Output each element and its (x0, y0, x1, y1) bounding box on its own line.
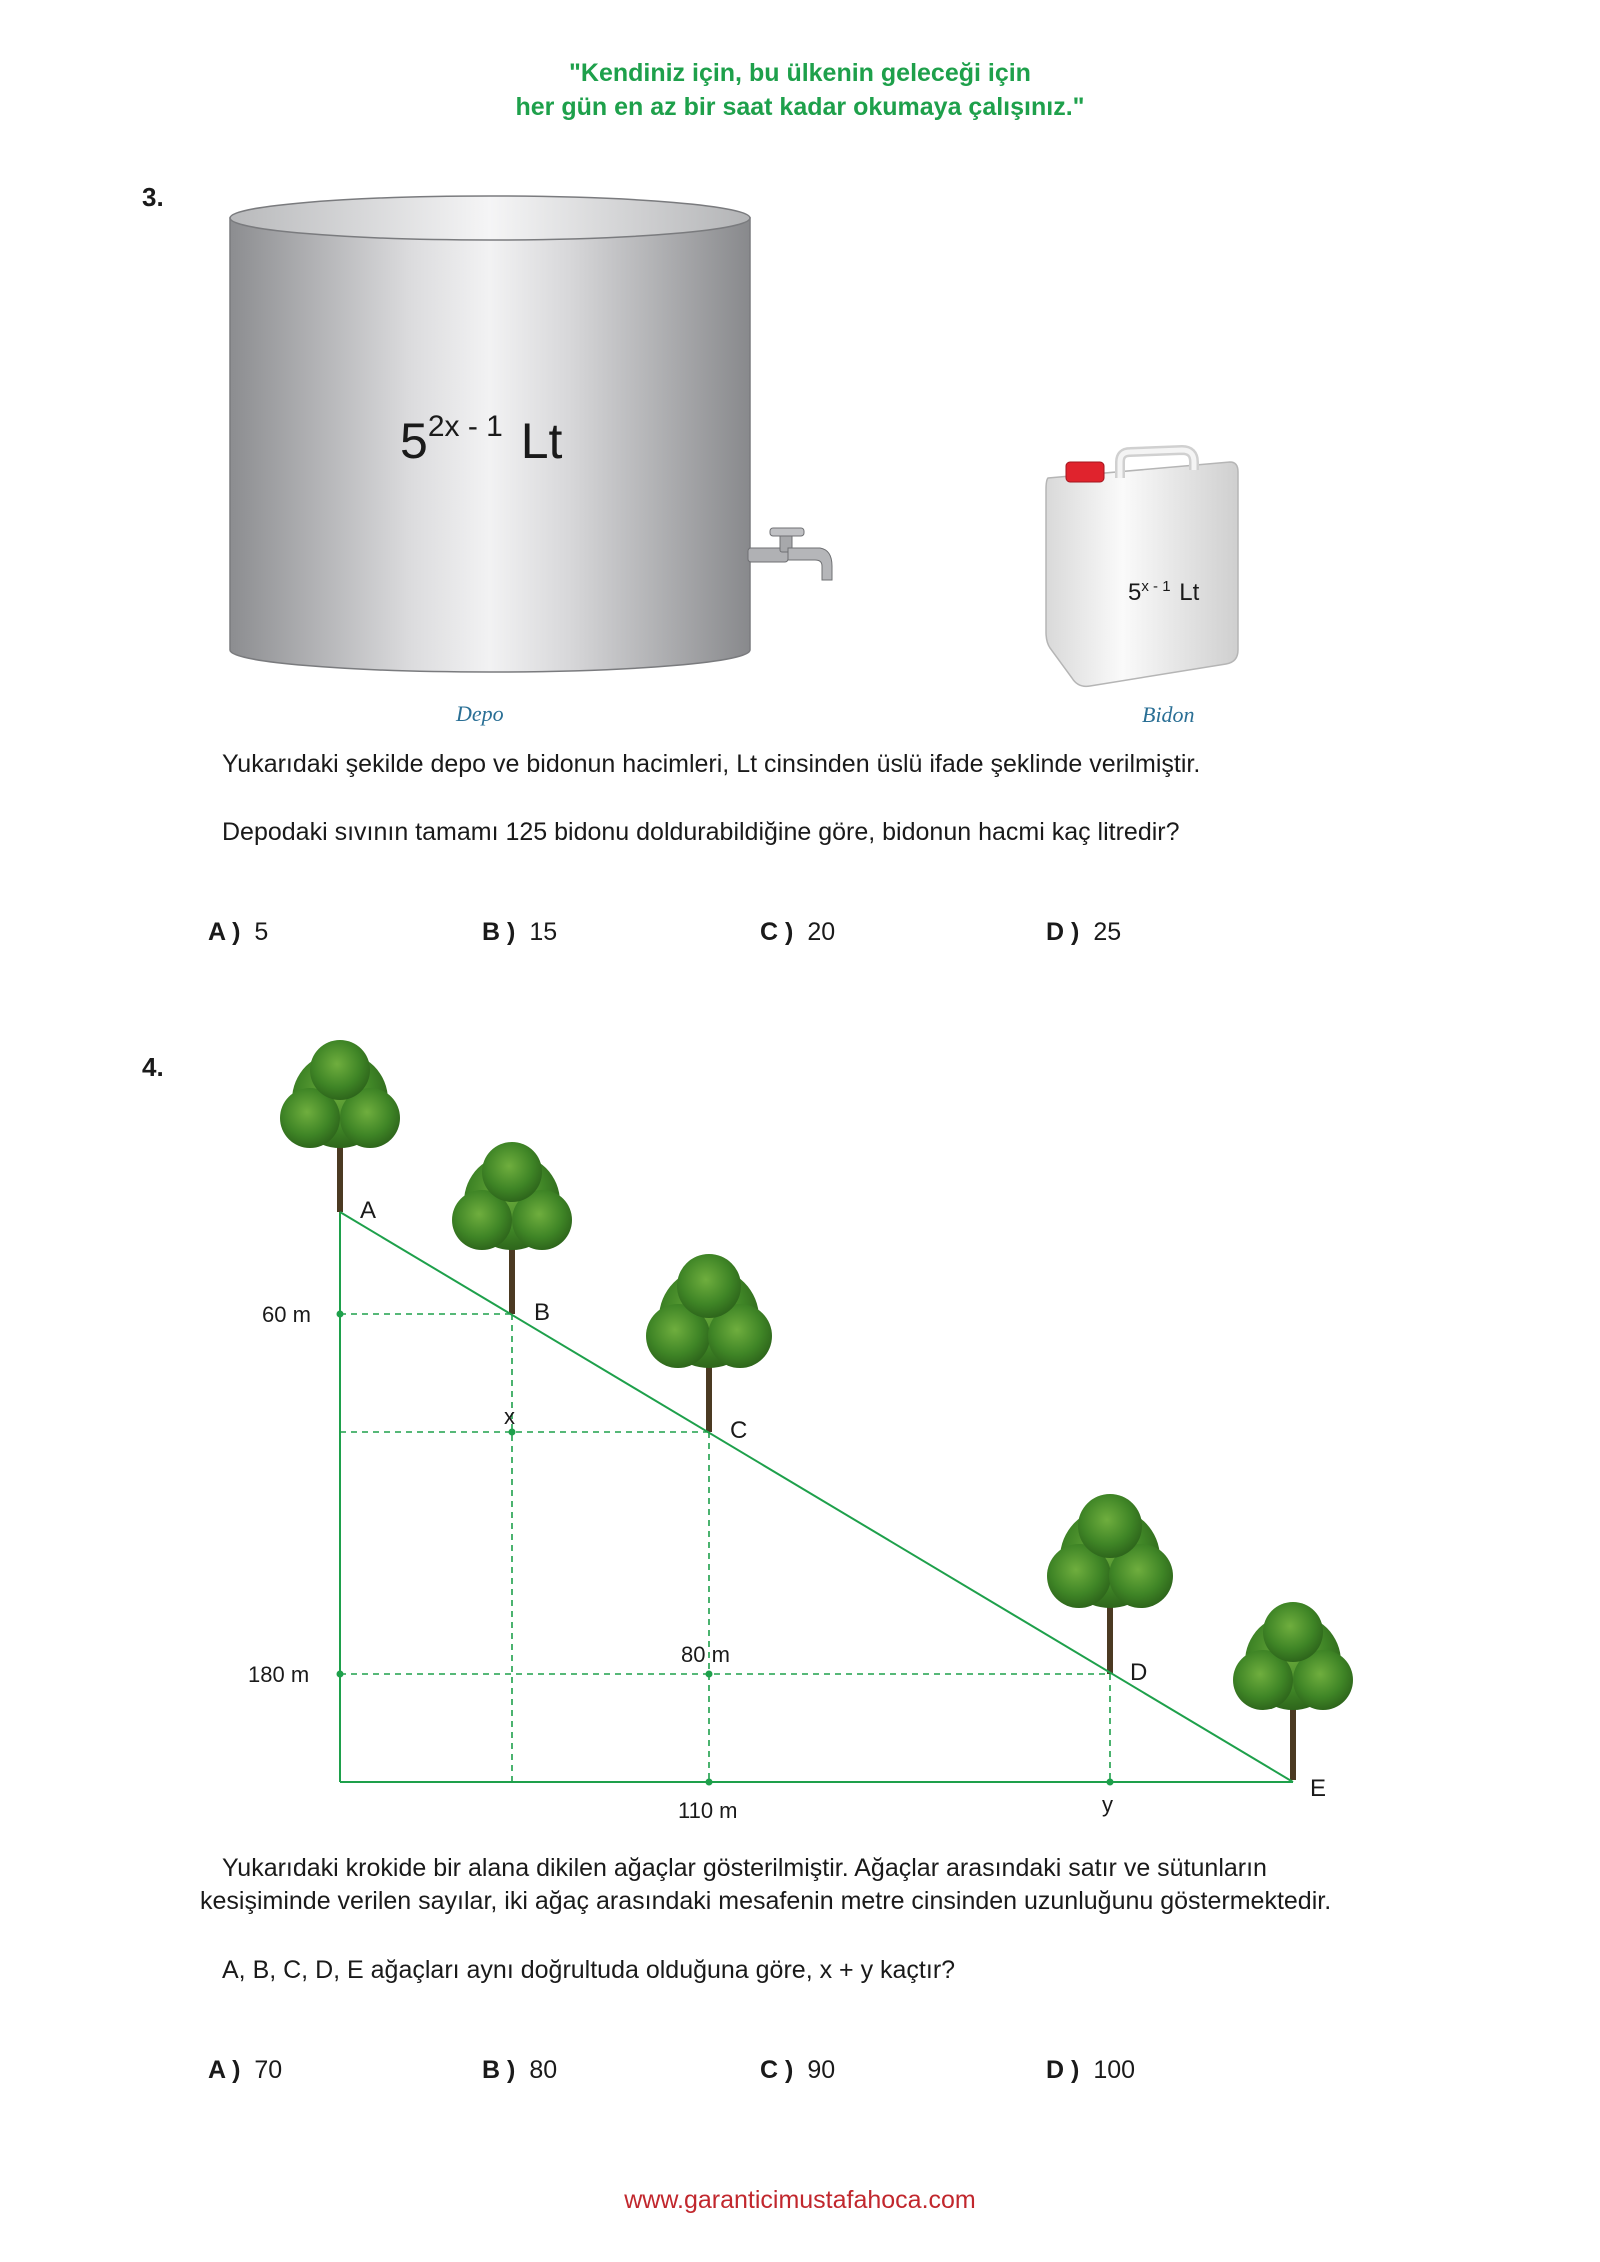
tree-E-icon (1233, 1602, 1353, 1780)
dot-x (509, 1429, 516, 1436)
tank-volume-exponent: 2x - 1 (427, 410, 503, 444)
label-E: E (1310, 1775, 1327, 1802)
can-volume-label (1128, 578, 1199, 607)
label-180m: 180 m (248, 1662, 310, 1687)
tank-volume-unit: Lt (520, 413, 563, 469)
question-4-text-1: Yukarıdaki krokide bir alana dikilen ağaçlar gösterilmiştir. Ağaçlar arasındaki satır ve sütunların (222, 1854, 1267, 1882)
tree-B-icon (452, 1142, 572, 1314)
q4-option-a[interactable]: A ) 70 (208, 2056, 283, 2084)
motto-line-2: her gün en az bir saat kadar okumaya çalışınız." (515, 93, 1085, 121)
dot-180m (337, 1671, 344, 1678)
label-A: A (360, 1197, 377, 1224)
label-x: x (504, 1404, 515, 1429)
motto-line-1: "Kendiniz için, bu ülkenin geleceği için (569, 59, 1031, 87)
tree-diagram (0, 1000, 1600, 1840)
q3-option-a[interactable]: A ) 5 (208, 918, 269, 946)
label-80m: 80 m (681, 1642, 730, 1667)
question-3-text-2: Depodaki sıvının tamamı 125 bidonu doldurabildiğine göre, bidonun hacmi kaç litredir? (222, 818, 1180, 846)
question-3-text-1: Yukarıdaki şekilde depo ve bidonun hacimleri, Lt cinsinden üslü ifade şeklinde verilmiştir. (222, 750, 1201, 778)
question-4-text-3: A, B, C, D, E ağaçları aynı doğrultuda olduğuna göre, x + y kaçtır? (222, 1956, 956, 1984)
label-B: B (534, 1299, 551, 1326)
tank-caption: Depo (456, 701, 504, 726)
can-volume-exponent: x - 1 (1141, 578, 1171, 595)
dot-60m (337, 1311, 344, 1318)
footer-url-link[interactable]: www.garanticimustafahoca.com (624, 2186, 976, 2214)
label-y: y (1102, 1792, 1113, 1817)
q3-option-d[interactable]: D ) 25 (1046, 918, 1122, 946)
can-volume-unit: Lt (1179, 579, 1200, 606)
label-D: D (1130, 1659, 1148, 1686)
hypotenuse-line (340, 1212, 1293, 1782)
dot-y (1107, 1779, 1114, 1786)
dot-110m (706, 1779, 713, 1786)
can (1046, 450, 1238, 686)
dot-80m (706, 1671, 713, 1678)
tank-volume-base: 5 (400, 413, 428, 469)
tank-and-can-illustration (0, 0, 1600, 740)
question-3-number: 3. (142, 182, 164, 212)
label-C: C (730, 1417, 748, 1444)
q4-option-c[interactable]: C ) 90 (760, 2056, 836, 2084)
can-cap-icon (1066, 462, 1104, 482)
q3-option-b[interactable]: B ) 15 (482, 918, 558, 946)
label-60m: 60 m (262, 1302, 311, 1327)
can-volume-base: 5 (1128, 579, 1142, 606)
q3-option-c[interactable]: C ) 20 (760, 918, 836, 946)
faucet-icon (748, 528, 832, 580)
question-4-text-2: kesişiminde verilen sayılar, iki ağaç arasındaki mesafenin metre cinsinden uzunluğunu göstermektedir. (200, 1887, 1332, 1915)
can-caption: Bidon (1142, 702, 1195, 727)
q4-option-d[interactable]: D ) 100 (1046, 2056, 1136, 2084)
tank-volume-label (400, 412, 562, 470)
tree-A-icon (280, 1040, 400, 1212)
label-110m: 110 m (678, 1798, 738, 1823)
question-4-number: 4. (142, 1052, 164, 1082)
q4-option-b[interactable]: B ) 80 (482, 2056, 558, 2084)
